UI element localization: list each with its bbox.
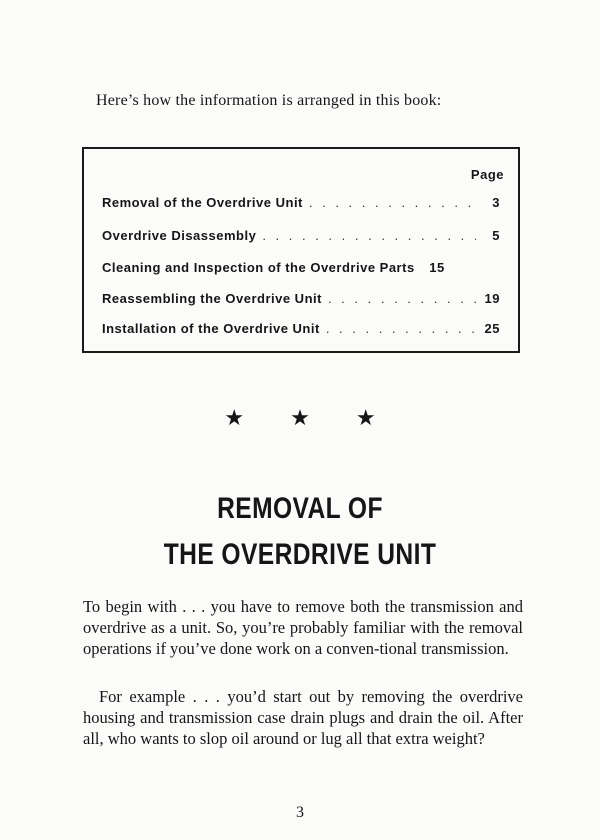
intro-text: Here’s how the information is arranged in this book: [96, 92, 442, 109]
toc-entry-title: Cleaning and Inspection of the Overdrive Parts [102, 260, 415, 275]
body-paragraph: For example . . . you’d start out by removing the overdrive housing and transmission case drain plugs and drain the oil. After all, who wants to slop oil around or lug all that extra weight? [83, 687, 523, 748]
star-icon: ★ [290, 406, 310, 431]
dot-leader [262, 228, 476, 243]
toc-entry-title: Overdrive Disassembly [102, 228, 257, 243]
page-number: 3 [296, 804, 304, 821]
body-paragraph: To begin with . . . you have to remove both the transmission and overdrive as a unit. So, you’re probably familiar with the removal operations if you’ve done work on a conven-tional transmission. [83, 597, 523, 658]
section-heading-line-1: REMOVAL OF [217, 492, 383, 525]
section-heading-line-2: THE OVERDRIVE UNIT [163, 538, 437, 571]
toc-entry [102, 291, 500, 306]
toc-entry [102, 260, 500, 275]
dot-leader [309, 195, 476, 210]
toc-entry-title: Reassembling the Overdrive Unit [102, 291, 322, 306]
toc-entry-page: 5 [492, 228, 500, 243]
toc-entry [102, 321, 500, 336]
star-separator [0, 406, 600, 431]
toc-entry-page: 25 [484, 321, 500, 336]
table-of-contents [82, 147, 520, 353]
toc-entry-page: 15 [429, 260, 445, 275]
toc-entry-page: 3 [492, 195, 500, 210]
toc-page-header: Page [470, 167, 504, 182]
toc-entry-title: Installation of the Overdrive Unit [102, 321, 320, 336]
toc-entry [102, 228, 500, 243]
toc-entry [102, 195, 500, 210]
star-icon: ★ [224, 406, 245, 431]
toc-entry-title: Removal of the Overdrive Unit [102, 195, 303, 210]
dot-leader [328, 291, 476, 306]
star-icon: ★ [355, 406, 376, 431]
dot-leader [326, 321, 476, 336]
toc-entry-page: 19 [484, 291, 500, 306]
